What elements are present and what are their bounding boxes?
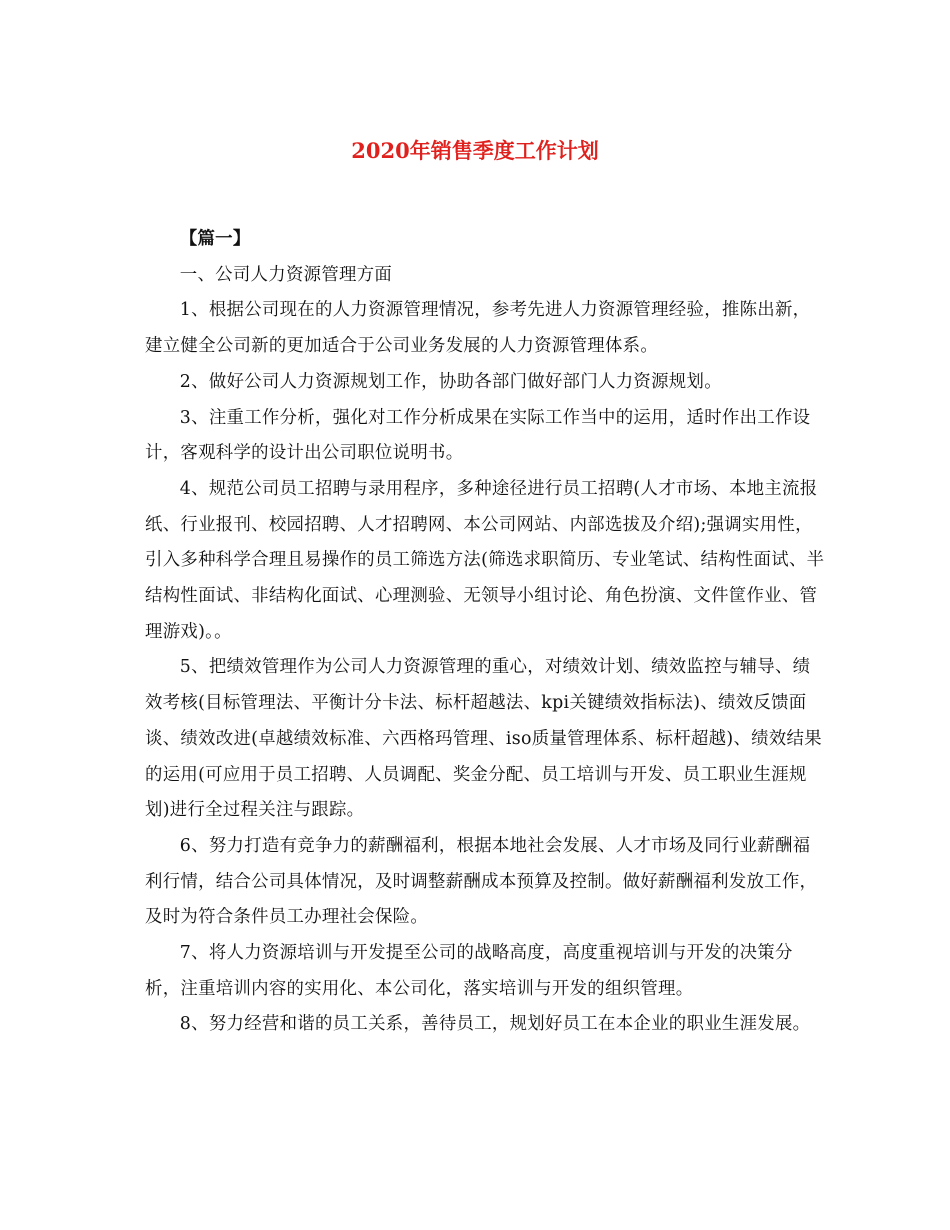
paragraph-4: 4、规范公司员工招聘与录用程序，多种途径进行员工招聘(人才市场、本地主流报纸、行业报刊、校园招聘、人才招聘网、本公司网站、内部选拔及介绍);强调实用性，引入多种科学合理且易操作的员工筛选方法(筛选求职简历、专业笔试、结构性面试、半结构性面试、非结构化面试、心理测验、无领导小组讨论、角色扮演、文件筐作业、管理游戏)。。: [145, 478, 825, 642]
paragraph-1: 1、根据公司现在的人力资源管理情况，参考先进人力资源管理经验，推陈出新，建立健全公司新的更加适合于公司业务发展的人力资源管理体系。: [145, 300, 811, 357]
paragraph-7: 7、将人力资源培训与开发提至公司的战略高度，高度重视培训与开发的决策分析，注重培训内容的实用化、本公司化，落实培训与开发的组织管理。: [145, 943, 793, 999]
paragraph-3: 3、注重工作分析，强化对工作分析成果在实际工作当中的运用，适时作出工作设计，客观科学的设计出公司职位说明书。: [145, 407, 811, 464]
document-body: [145, 222, 825, 1043]
paragraph-8: 8、努力经营和谐的员工关系，善待员工，规划好员工在本企业的职业生涯发展。: [179, 1014, 811, 1035]
paragraph-6: 6、努力打造有竞争力的薪酬福利，根据本地社会发展、人才市场及同行业薪酬福利行情，结合公司具体情况，及时调整薪酬成本预算及控制。做好薪酬福利发放工作，及时为符合条件员工办理社会保险。: [145, 835, 818, 928]
section-tag: 【篇一】: [179, 229, 251, 249]
document-title: 2020年销售季度工作计划: [351, 138, 599, 163]
paragraph-5: 5、把绩效管理作为公司人力资源管理的重心，对绩效计划、绩效监控与辅导、绩效考核(目标管理法、平衡计分卡法、标杆超越法、kpi关键绩效指标法)、绩效反馈面谈、绩效改进(卓越绩效标准、六西格玛管理、iso质量管理体系、标杆超越)、绩效结果的运用(可应用于员工招聘、人员调配、奖金分配、员工培训与开发、员工职业生涯规划)进行全过程关注与跟踪。: [145, 657, 822, 821]
paragraph-2: 2、做好公司人力资源规划工作，协助各部门做好部门人力资源规划。: [179, 371, 722, 392]
section-heading: 一、公司人力资源管理方面: [179, 264, 393, 285]
